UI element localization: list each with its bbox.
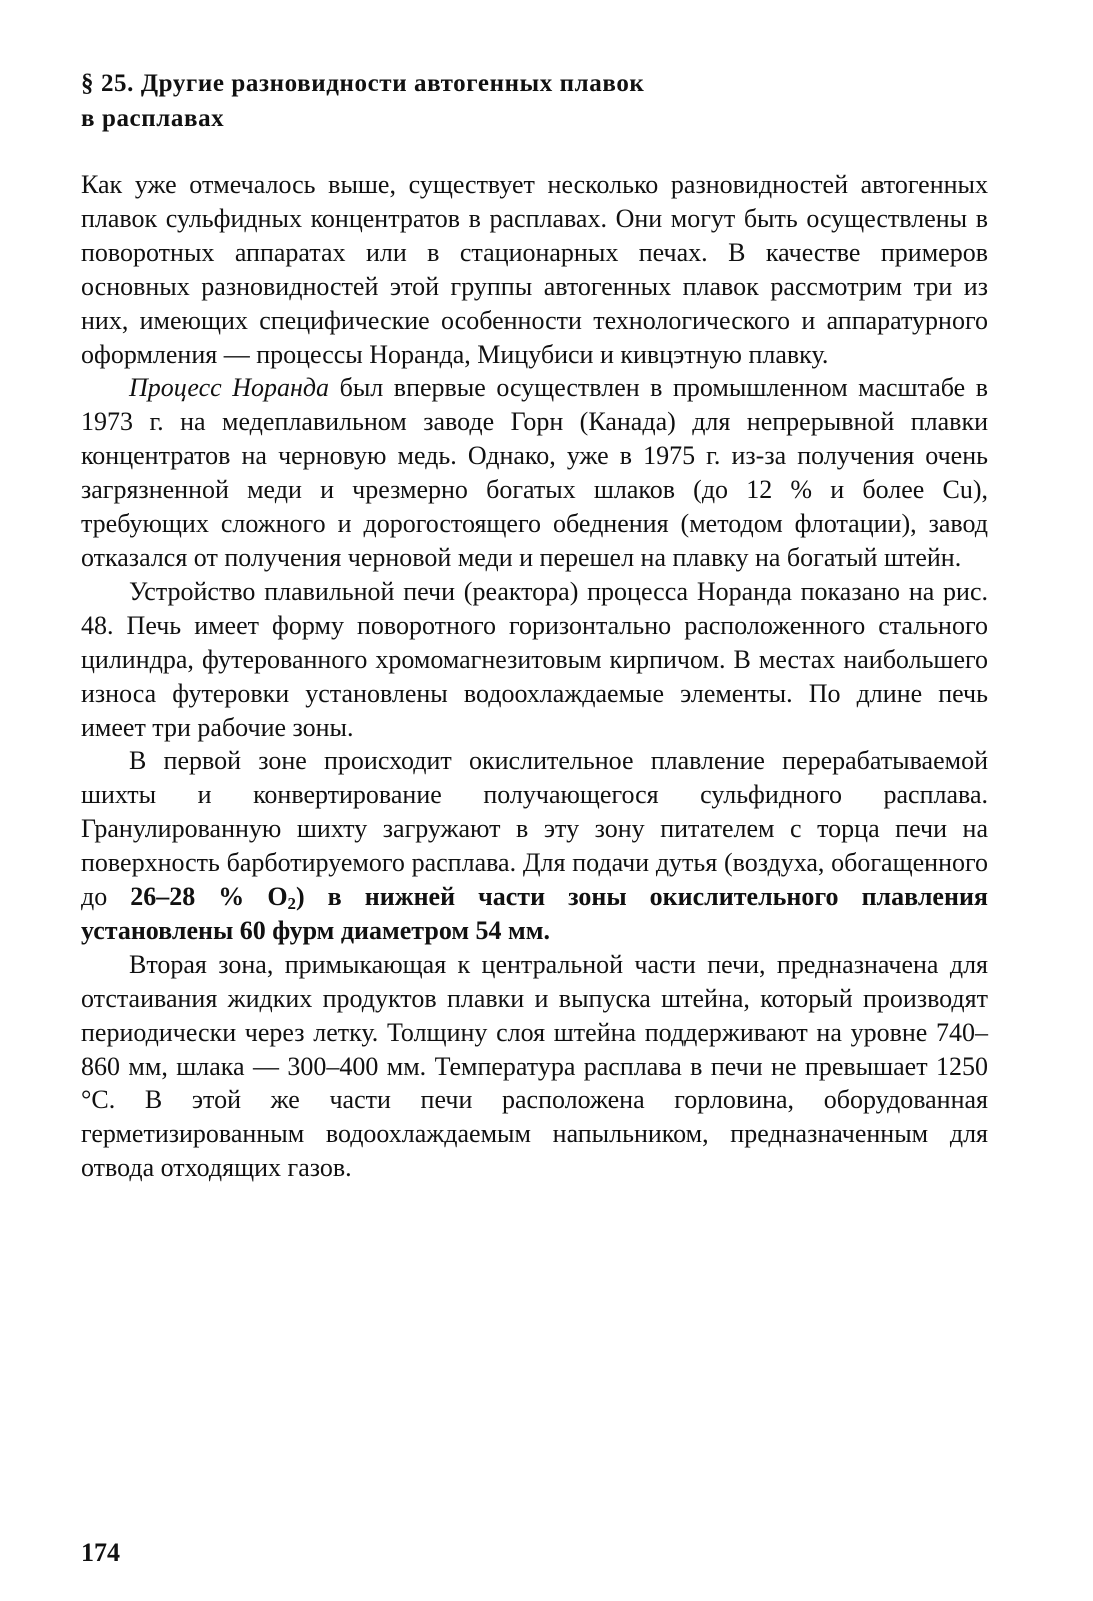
paragraph-2-italic-term: Процесс Норанда xyxy=(129,373,330,403)
section-heading xyxy=(81,66,1001,136)
paragraph-3: Устройство плавильной печи (реактора) процесса Норанда показано на рис. 48. Печь имеет форму поворотного горизонтально расположенного стального цилиндра, футерованного хромомагнезитовым кирпичом. В местах наибольшего износа футеровки установлены водоохлаждаемые элементы. По длине печь имеет три рабочие зоны. xyxy=(81,576,988,742)
body-text xyxy=(81,168,988,1185)
paragraph-2 xyxy=(81,371,988,574)
paragraph-1: Как уже отмечалось выше, существует несколько разновидностей автогенных плавок сульфидных концентратов в расплавах. Они могут быть осуществлены в поворотных аппаратах или в стационарных печах. В качестве примеров основных разновидностей этой группы автогенных плавок рассмотрим три из них, имеющих специфические особенности технологического и аппаратурного оформления — процессы Норанда, Мицубиси и кивцэтную плавку. xyxy=(81,170,988,369)
page-number: 174 xyxy=(81,1538,120,1567)
paragraph-4-text: В первой зоне происходит окислительное плавление перерабатываемой шихты и конвертирование получающегося сульфидного расплава. Гранулированную шихту загружают в эту зону питателем с торца печи на поверхность барботируемого расплава. Для подачи дутья (воздуха, обогащенного до xyxy=(81,746,988,912)
paragraph-4 xyxy=(81,744,988,947)
section-title-line-1: § 25. Другие разновидности автогенных плавок xyxy=(81,70,645,97)
paragraph-2-text: был впервые осуществлен в промышленном масштабе в 1973 г. на медеплавильном заводе Горн (Канада) для непрерывной плавки концентратов на черновую медь. Однако, уже в 1975 г. из-за получения очень загрязненной меди и чрезмерно богатых шлаков (до 12 % и более Cu), требующих сложного и дорогостоящего обеднения (методом флотации), завод отказался от получения черновой меди и перешел на плавку на богатый штейн. xyxy=(81,373,988,572)
paragraph-5: Вторая зона, примыкающая к центральной части печи, предназначена для отстаивания жидких продуктов плавки и выпуска штейна, который производят периодически через летку. Толщину слоя штейна поддерживают на уровне 740–860 мм, шлака — 300–400 мм. Температура расплава в печи не превышает 1250 °С. В этой же части печи расположена горловина, оборудованная герметизированным водоохлаждаемым напыльником, предназначенным для отвода отходящих газов. xyxy=(81,949,988,1183)
section-title-line-2: в расплавах xyxy=(81,105,225,132)
paragraph-4-bold-a: 26–28 % O xyxy=(130,882,288,912)
paragraph-4-bold-b: ) в нижней части зоны окислительного плавления установлены 60 фурм диаметром 54 мм. xyxy=(81,882,988,945)
paragraph-4-subscript: 2 xyxy=(287,894,296,914)
